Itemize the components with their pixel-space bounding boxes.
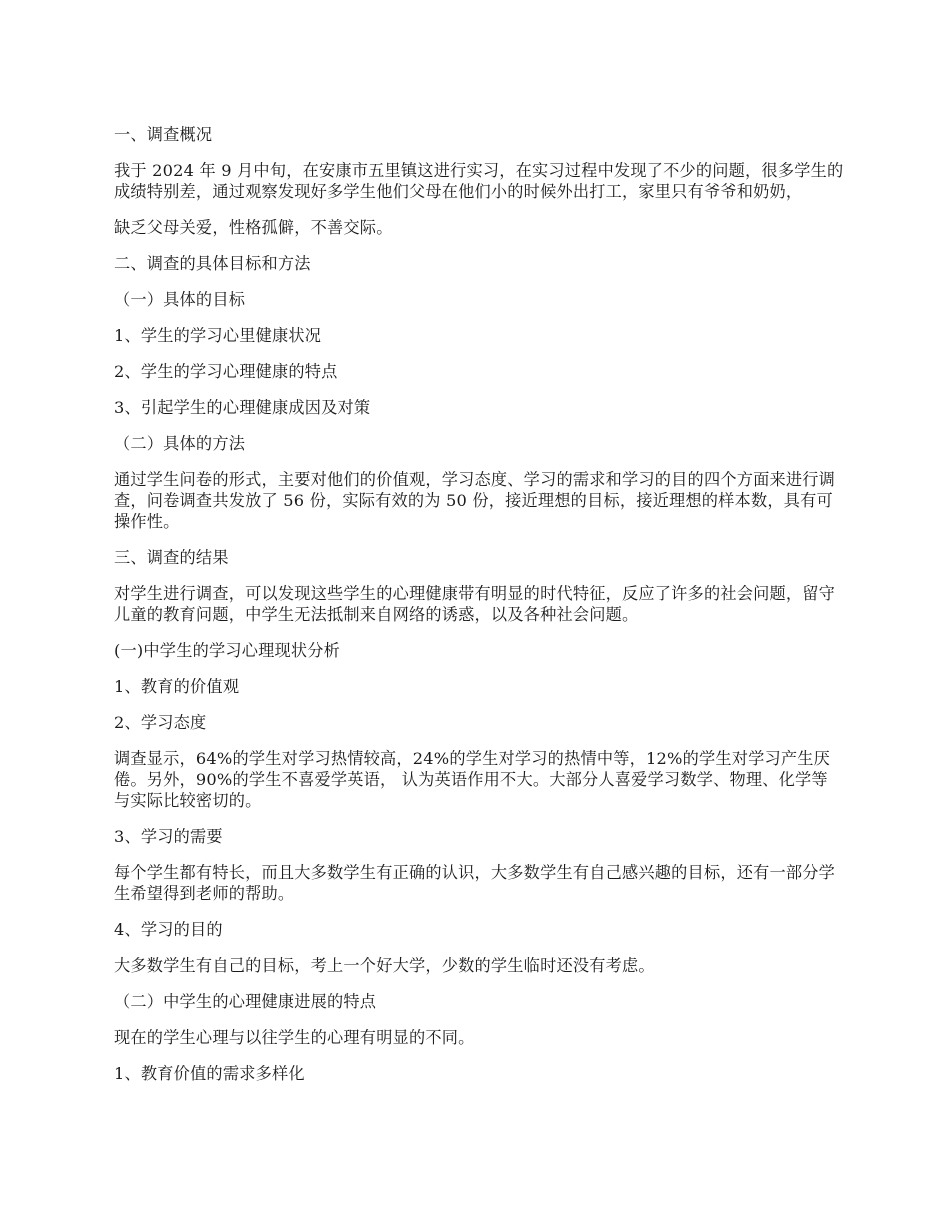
subsection-heading: （一）具体的目标 [114, 290, 246, 309]
subsection-heading: （二）具体的方法 [114, 434, 246, 453]
list-item: 3、学习的需要 [114, 827, 223, 846]
subsection-heading: (一)中学生的学习心理现状分析 [114, 641, 341, 660]
body-paragraph: 大多数学生有自己的目标，考上一个好大学，少数的学生临时还没有考虑。 [114, 956, 655, 975]
section-heading-2: 二、调查的具体目标和方法 [114, 254, 311, 273]
list-item: 3、引起学生的心理健康成因及对策 [114, 398, 371, 417]
list-item: 1、学生的学习心里健康状况 [114, 326, 322, 345]
body-paragraph: 调查显示，64%的学生对学习热情较高，24%的学生对学习的热情中等，12%的学生对学习产生厌倦。另外，90%的学生不喜爱学英语， 认为英语作用不大。大部分人喜爱学习数学、物理、化学等与实际比较密切的。 [114, 749, 831, 810]
body-paragraph: 通过学生问卷的形式，主要对他们的价值观，学习态度、学习的需求和学习的目的四个方面来进行调查，问卷调查共发放了 56 份，实际有效的为 50 份，接近理想的目标，接近理想的样本数，具有可操作性。 [114, 470, 836, 531]
document-page [114, 124, 844, 1099]
body-paragraph: 每个学生都有特长，而且大多数学生有正确的认识，大多数学生有自己感兴趣的目标，还有一部分学生希望得到老师的帮助。 [114, 863, 836, 903]
section-heading-3: 三、调查的结果 [114, 548, 229, 567]
list-item: 2、学习态度 [114, 713, 207, 732]
body-paragraph: 对学生进行调查，可以发现这些学生的心理健康带有明显的时代特征，反应了许多的社会问题，留守儿童的教育问题，中学生无法抵制来自网络的诱惑，以及各种社会问题。 [114, 584, 836, 624]
section-heading-1: 一、调查概况 [114, 125, 213, 144]
list-item: 1、教育价值的需求多样化 [114, 1064, 305, 1083]
list-item: 1、教育的价值观 [114, 677, 240, 696]
subsection-heading: （二）中学生的心理健康进展的特点 [114, 992, 377, 1011]
body-paragraph: 缺乏父母关爱，性格孤僻，不善交际。 [114, 218, 393, 237]
list-item: 2、学生的学习心理健康的特点 [114, 362, 338, 381]
list-item: 4、学习的目的 [114, 920, 223, 939]
body-paragraph: 现在的学生心理与以往学生的心理有明显的不同。 [114, 1028, 475, 1047]
body-paragraph: 我于 2024 年 9 月中旬，在安康市五里镇这进行实习，在实习过程中发现了不少的问题，很多学生的成绩特别差，通过观察发现好多学生他们父母在他们小的时候外出打工，家里只有爷爷和奶奶， [114, 161, 844, 201]
